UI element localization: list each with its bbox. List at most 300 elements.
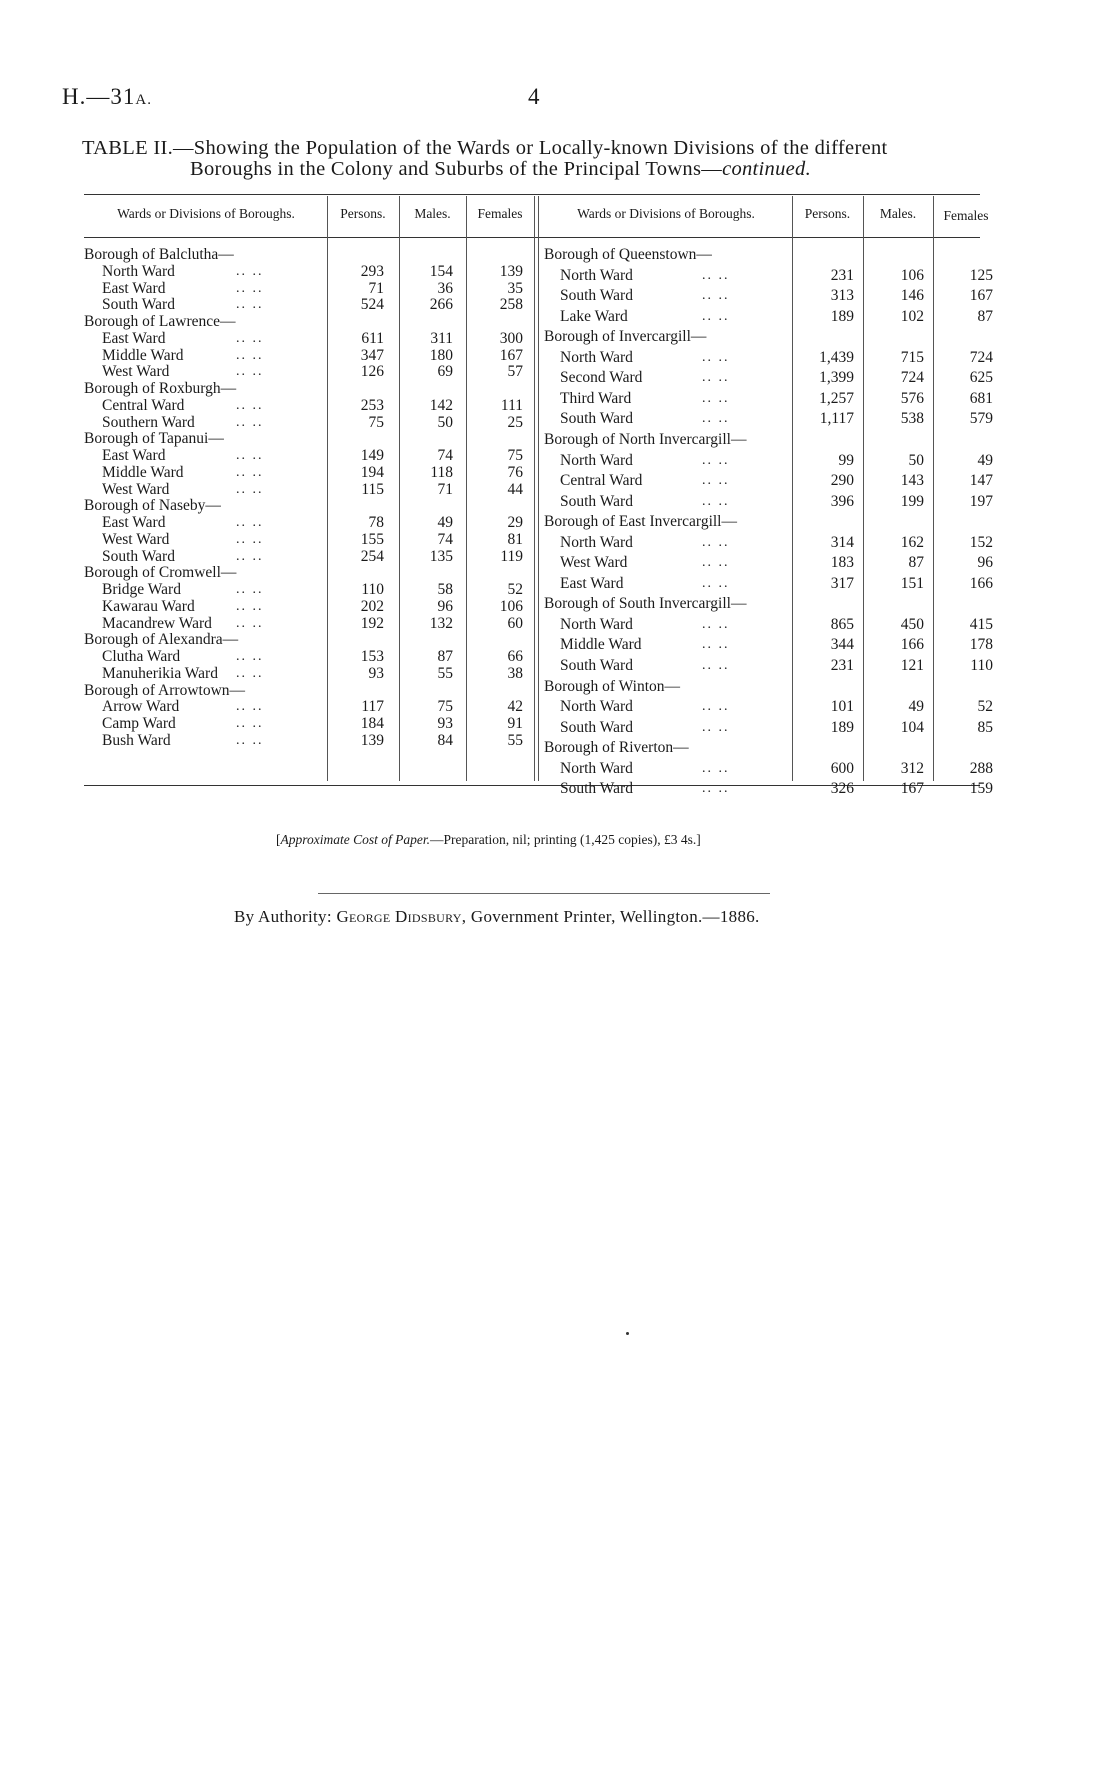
dot-leader: .. .. [236,464,264,480]
ward-row [544,533,993,551]
ward-row [544,389,993,407]
males-value: 146 [900,287,924,305]
ward-name: North Ward [102,262,175,280]
dot-leader: .. .. [702,390,730,406]
col-head-males-right: Males. [879,206,917,221]
persons-value: 189 [830,307,854,325]
persons-value: 313 [830,287,854,305]
females-value: 75 [507,447,523,464]
females-value: 44 [507,480,523,498]
females-value: 110 [970,657,993,674]
males-value: 50 [437,413,453,431]
females-value: 96 [977,554,993,572]
ward-name: South Ward [560,718,633,736]
ward-name: North Ward [560,759,633,777]
females-value: 106 [499,597,523,615]
males-value: 135 [429,547,453,565]
persons-value: 326 [830,780,854,798]
borough-name: Borough of Cromwell— [84,564,237,582]
persons-value: 344 [830,636,854,654]
borough-name: Borough of North Invercargill— [544,430,747,448]
ward-name: Southern Ward [102,413,195,431]
borough-heading-row [84,246,534,263]
ward-row [84,548,534,565]
borough-name: Borough of Alexandra— [84,631,239,649]
females-value: 166 [969,574,993,592]
ward-row [544,698,993,716]
females-value: 55 [507,731,523,749]
males-value: 715 [900,348,924,366]
females-value: 258 [499,296,523,314]
borough-heading-row [84,430,534,447]
table-title [82,138,980,180]
dot-leader: .. .. [236,414,264,430]
males-value: 266 [429,296,453,314]
females-value: 38 [507,664,523,682]
ward-name: South Ward [560,410,633,428]
persons-value: 314 [830,533,854,551]
males-value: 151 [900,574,924,592]
males-value: 132 [429,614,453,632]
persons-value: 1,399 [819,369,854,387]
females-value: 87 [977,307,993,325]
ward-row [84,598,534,615]
ward-row [544,554,993,572]
persons-value: 192 [360,614,384,632]
ward-name: Macandrew Ward [102,614,212,632]
persons-value: 126 [360,363,384,381]
males-value: 180 [429,346,453,364]
ward-name: East Ward [560,574,624,592]
dot-leader: .. .. [702,288,730,304]
males-value: 142 [429,396,453,414]
males-value: 74 [437,447,453,464]
col-head-females-right: Females [943,208,989,223]
ward-name: Lake Ward [560,307,628,325]
dot-leader: .. .. [236,515,264,530]
persons-value: 194 [360,463,384,481]
borough-name: Borough of South Invercargill— [544,595,747,613]
females-value: 57 [507,363,523,381]
ward-row [544,657,993,674]
dot-leader: .. .. [702,699,730,715]
persons-value: 184 [360,715,384,732]
ward-name: Central Ward [102,396,185,414]
ward-name: Middle Ward [102,346,184,364]
dot-leader: .. .. [236,297,264,313]
ward-row [84,280,534,297]
females-value: 167 [499,346,523,364]
ward-name: South Ward [560,492,633,510]
females-value: 579 [969,410,993,428]
females-value: 300 [499,329,523,347]
males-value: 55 [437,664,453,682]
males-value: 69 [437,363,453,381]
col-head-persons-left: Persons. [340,206,386,221]
header-bottom-rule [84,237,980,238]
center-double-divider [534,196,539,781]
males-value: 450 [900,615,924,633]
females-value: 288 [969,759,993,777]
ward-name: Middle Ward [560,636,642,654]
dot-leader: .. .. [236,548,264,564]
ward-row [544,615,993,633]
ward-row [544,759,993,777]
ward-row [84,263,534,280]
ward-name: East Ward [102,514,166,531]
ward-row [84,581,534,598]
females-value: 52 [507,581,523,598]
females-value: 25 [507,413,523,431]
females-value: 119 [500,547,523,565]
dot-leader: .. .. [236,716,264,731]
ward-name: Clutha Ward [102,648,181,665]
persons-value: 153 [360,648,384,665]
borough-heading-row [84,497,534,514]
persons-value: 396 [830,492,854,510]
females-value: 724 [969,348,993,366]
dot-leader: .. .. [702,473,730,489]
ward-name: East Ward [102,329,166,347]
ward-row [84,414,534,431]
col-head-females-left: Females [477,206,523,221]
persons-value: 290 [830,472,854,490]
ward-row [544,410,993,428]
ward-row [84,481,534,498]
males-value: 49 [908,698,924,716]
persons-value: 93 [368,664,384,682]
dot-leader: .. .. [702,349,730,365]
ward-name: North Ward [560,451,633,469]
males-value: 74 [437,530,453,548]
persons-value: 1,117 [819,410,854,428]
females-value: 49 [977,451,993,469]
males-value: 71 [437,480,453,498]
females-value: 81 [507,530,523,548]
persons-value: 115 [361,480,384,498]
dot-leader: .. .. [236,347,264,363]
col-head-division-left: Wards or Divisions of Boroughs. [117,206,295,221]
ward-row [544,369,993,387]
ward-row [544,718,993,736]
dot-leader: .. .. [236,448,264,463]
dot-leader: .. .. [236,364,264,380]
persons-value: 865 [830,615,854,633]
males-value: 104 [900,718,924,736]
ward-row [544,492,993,510]
dot-leader: .. .. [702,575,730,591]
borough-heading-row [544,513,989,530]
males-value: 166 [900,636,924,654]
males-value: 121 [900,657,924,674]
ward-name: Bush Ward [102,731,171,749]
persons-value: 254 [360,547,384,565]
females-value: 152 [969,533,993,551]
dot-leader: .. .. [702,719,730,735]
ward-row [84,665,534,682]
persons-value: 611 [361,329,384,347]
ward-name: South Ward [560,657,633,674]
ward-row [544,574,993,592]
dot-leader: .. .. [236,397,264,413]
persons-value: 317 [830,574,854,592]
females-value: 35 [507,279,523,297]
dot-leader: .. .. [702,637,730,653]
persons-value: 600 [830,759,854,777]
ward-name: East Ward [102,447,166,464]
title-line-2: Boroughs in the Colony and Suburbs of the Principal Towns—continued. [190,158,812,180]
borough-name: Borough of Riverton— [544,739,689,757]
cost-of-paper-note: [Approximate Cost of Paper.—Preparation, nil; printing (1,425 copies), £3 4s.] [276,832,701,847]
persons-value: 71 [368,279,384,297]
borough-name: Borough of Winton— [544,677,681,695]
borough-heading-row [544,246,989,263]
ward-name: Second Ward [560,369,643,387]
males-value: 96 [437,597,453,615]
dot-leader: .. .. [702,370,730,386]
print-speck [626,1332,629,1335]
males-value: 58 [437,581,453,598]
persons-value: 347 [360,346,384,364]
ward-row [84,732,534,749]
persons-value: 1,257 [819,389,854,407]
ward-name: West Ward [102,363,170,381]
females-value: 147 [969,472,993,490]
females-value: 111 [500,396,523,414]
ward-row [84,347,534,364]
ward-name: Manuherikia Ward [102,664,218,682]
males-value: 50 [908,451,924,469]
dot-leader: .. .. [702,555,730,571]
males-value: 724 [900,369,924,387]
dot-leader: .. .. [236,481,264,497]
ward-name: North Ward [560,266,633,284]
persons-value: 99 [838,451,854,469]
authority-rule [318,893,770,894]
persons-value: 231 [830,266,854,284]
persons-value: 183 [830,554,854,572]
males-value: 538 [900,410,924,428]
persons-value: 231 [830,657,854,674]
ward-row [544,348,993,366]
ward-row [84,514,534,531]
ward-name: North Ward [560,348,633,366]
dot-leader: .. .. [236,582,264,597]
borough-heading-row [544,678,989,695]
females-value: 42 [507,698,523,716]
ward-row [84,615,534,632]
ward-row [544,266,993,284]
ward-row [544,472,993,490]
borough-name: Borough of Arrowtown— [84,681,246,699]
borough-heading-row [84,682,534,699]
females-value: 167 [969,287,993,305]
ward-row [84,648,534,665]
borough-name: Borough of Balclutha— [84,246,234,263]
females-value: 60 [507,614,523,632]
ward-name: Bridge Ward [102,581,181,598]
dot-leader: .. .. [702,452,730,468]
ward-name: Middle Ward [102,463,184,481]
males-value: 312 [900,759,924,777]
ward-name: Central Ward [560,472,643,490]
ward-name: South Ward [560,780,633,798]
females-value: 681 [969,389,993,407]
ward-name: Arrow Ward [102,698,180,716]
ward-row [84,397,534,414]
persons-value: 75 [368,413,384,431]
ward-name: West Ward [560,554,628,572]
ward-row [544,451,993,469]
borough-heading-row [544,595,989,612]
persons-value: 155 [360,530,384,548]
males-value: 118 [430,463,453,481]
persons-value: 139 [360,731,384,749]
males-value: 162 [900,533,924,551]
borough-heading-row [544,739,989,756]
females-value: 29 [507,514,523,531]
males-value: 87 [908,554,924,572]
ward-row [84,330,534,347]
dot-leader: .. .. [236,280,264,296]
females-value: 625 [969,369,993,387]
males-value: 102 [900,307,924,325]
dot-leader: .. .. [702,658,730,673]
ward-name: West Ward [102,480,170,498]
persons-value: 524 [360,296,384,314]
col-head-males-left: Males. [414,206,451,221]
females-value: 125 [969,266,993,284]
ward-name: North Ward [560,533,633,551]
borough-name: Borough of Lawrence— [84,313,236,330]
col-head-persons-right: Persons. [804,206,851,221]
persons-value: 202 [360,597,384,615]
persons-value: 117 [361,698,384,716]
borough-heading-row [544,431,989,448]
females-value: 197 [969,492,993,510]
ward-row [84,363,534,380]
dot-leader: .. .. [236,330,264,346]
dot-leader: .. .. [702,411,730,427]
persons-value: 189 [830,718,854,736]
males-value: 199 [900,492,924,510]
borough-heading-row [544,328,989,345]
ward-name: South Ward [102,296,175,314]
ward-name: Kawarau Ward [102,597,195,615]
males-value: 143 [900,472,924,490]
females-value: 139 [499,262,523,280]
dot-leader: .. .. [702,308,730,324]
ward-name: South Ward [102,547,175,565]
females-value: 415 [969,615,993,633]
ward-row [84,447,534,464]
ward-row [84,531,534,548]
dot-leader: .. .. [236,649,264,664]
borough-heading-row [84,313,534,330]
females-value: 159 [969,780,993,798]
ward-row [544,287,993,305]
males-value: 576 [900,389,924,407]
borough-heading-row [84,564,534,581]
borough-name: Borough of Roxburgh— [84,380,237,397]
document-reference: H.—31A. [62,84,152,109]
persons-value: 110 [361,581,384,598]
dot-leader: .. .. [236,732,264,748]
borough-heading-row [84,380,534,397]
dot-leader: .. .. [236,531,264,547]
borough-name: Borough of East Invercargill— [544,513,737,531]
page-number: 4 [528,84,540,109]
dot-leader: .. .. [236,598,264,614]
persons-value: 293 [360,262,384,280]
males-value: 106 [900,266,924,284]
persons-value: 253 [360,396,384,414]
title-line-1: TABLE II.—Showing the Population of the Wards or Locally-known Divisions of the different [82,137,888,159]
ward-name: South Ward [560,287,633,305]
males-value: 87 [437,648,453,665]
persons-value: 101 [830,698,854,716]
borough-name: Borough of Tapanui— [84,430,224,448]
ward-row [84,698,534,715]
dot-leader: .. .. [236,665,264,681]
dot-leader: .. .. [236,263,264,279]
males-value: 49 [437,514,453,531]
table-top-rule [84,194,980,195]
females-value: 76 [507,463,523,481]
males-value: 154 [429,262,453,280]
females-value: 66 [507,648,523,665]
ward-row [84,296,534,313]
ward-name: Camp Ward [102,715,176,732]
ward-row [84,715,534,732]
males-value: 167 [900,780,924,798]
females-value: 85 [977,718,993,736]
persons-value: 149 [360,447,384,464]
ward-name: West Ward [102,530,170,548]
dot-leader: .. .. [236,615,264,631]
ward-name: North Ward [560,615,633,633]
ward-name: Third Ward [560,389,632,407]
ward-row [544,780,993,798]
ward-row [544,307,993,325]
dot-leader: .. .. [702,534,730,550]
males-value: 75 [437,698,453,716]
borough-name: Borough of Invercargill— [544,328,707,346]
col-head-division-right: Wards or Divisions of Boroughs. [577,206,755,221]
males-value: 93 [437,715,453,732]
borough-name: Borough of Naseby— [84,497,221,515]
males-value: 311 [430,329,453,347]
ward-row [544,636,993,654]
printer-authority: By Authority: George Didsbury, Government Printer, Wellington.—1886. [234,907,760,926]
females-value: 52 [977,698,993,716]
dot-leader: .. .. [236,699,264,715]
borough-name: Borough of Queenstown— [544,246,712,263]
dot-leader: .. .. [702,493,730,509]
dot-leader: .. .. [702,267,730,283]
ward-name: East Ward [102,279,166,297]
males-value: 36 [437,279,453,297]
ward-row [84,464,534,481]
persons-value: 1,439 [819,348,854,366]
dot-leader: .. .. [702,781,730,797]
males-value: 84 [437,731,453,749]
females-value: 178 [969,636,993,654]
females-value: 91 [507,715,523,732]
dot-leader: .. .. [702,760,730,776]
ward-name: North Ward [560,698,633,716]
dot-leader: .. .. [702,616,730,632]
